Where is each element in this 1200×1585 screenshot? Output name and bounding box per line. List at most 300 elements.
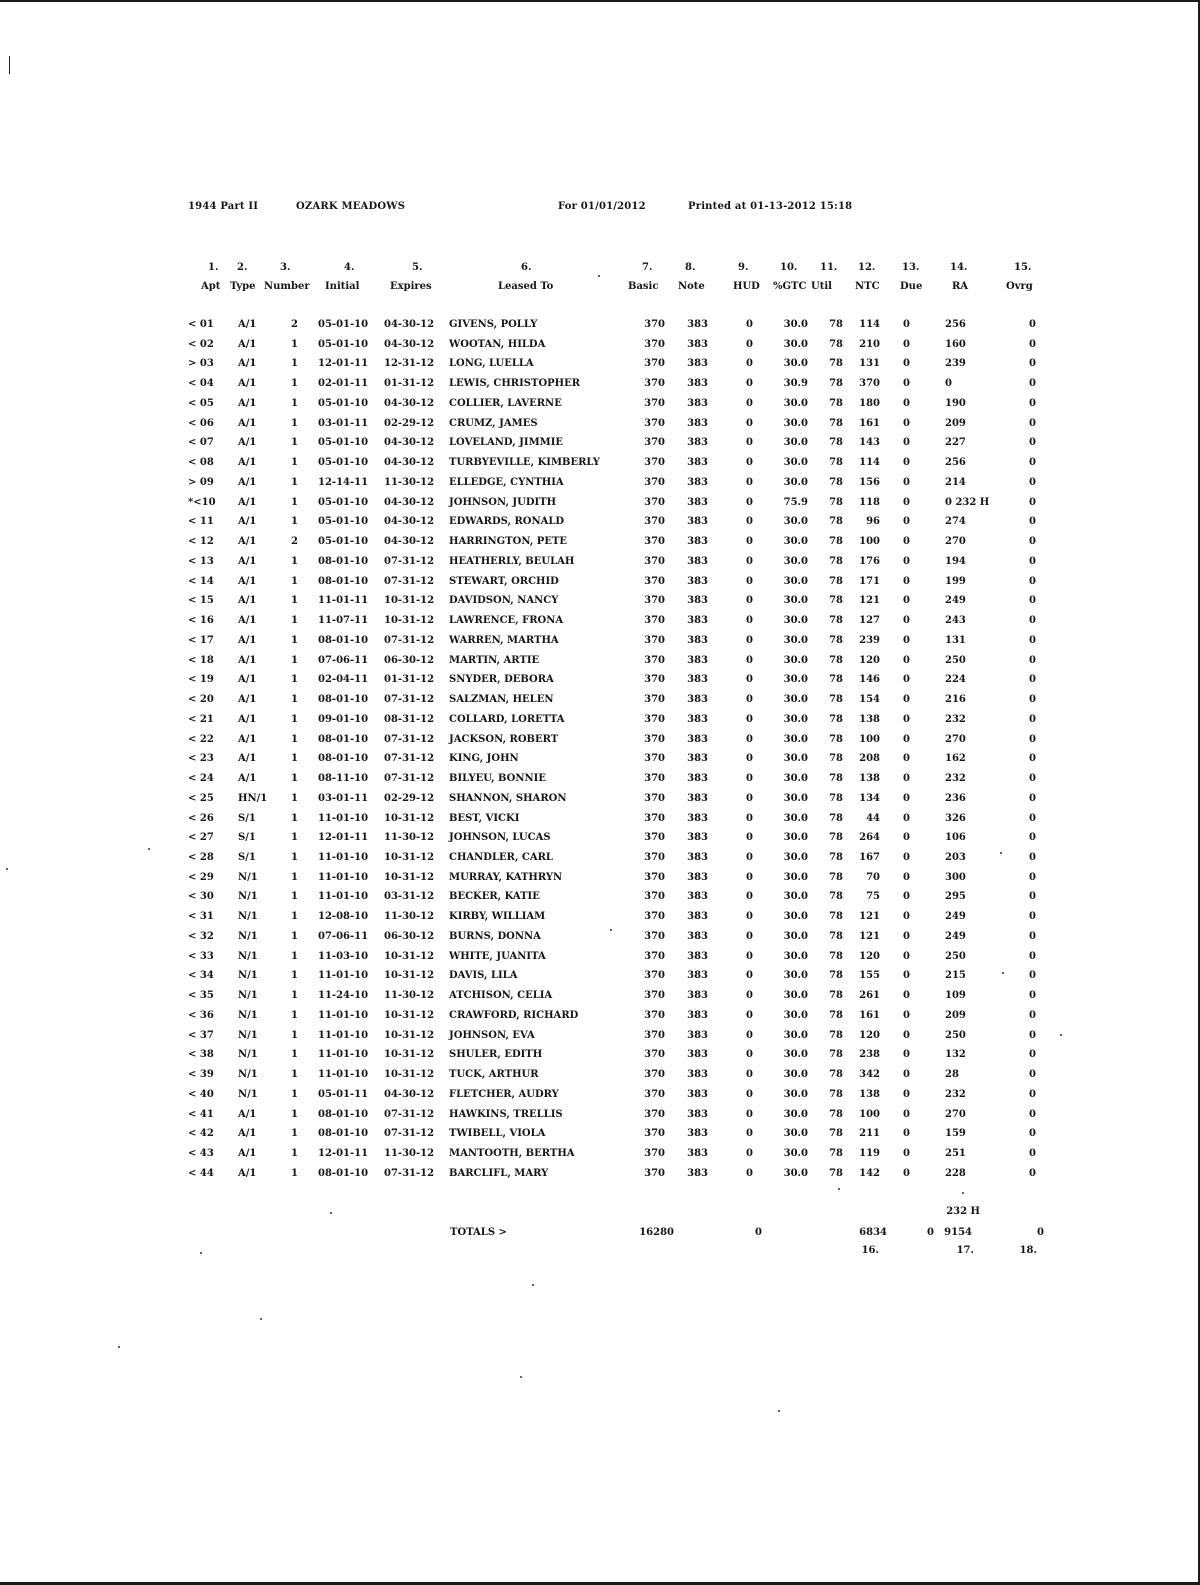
cell-initial: 05-01-10 xyxy=(318,536,369,548)
cell-note: 383 xyxy=(687,1069,708,1081)
column-header-12: NTC xyxy=(855,281,880,292)
cell-number: 1 xyxy=(291,496,298,508)
cell-tenant: TURBYEVILLE, KIMBERLY xyxy=(449,457,600,469)
cell-initial: 11-07-11 xyxy=(318,615,369,627)
column-header-13: Due xyxy=(900,281,923,292)
cell-util: 78 xyxy=(829,694,843,706)
cell-note: 383 xyxy=(687,733,708,745)
cell-tenant: BEST, VICKI xyxy=(449,812,520,824)
cell-ovrg: 0 xyxy=(1029,1049,1036,1061)
cell-number: 1 xyxy=(291,930,298,942)
cell-number: 1 xyxy=(291,1088,298,1100)
cell-initial: 08-01-10 xyxy=(318,733,369,745)
cell-number: 1 xyxy=(291,417,298,429)
cell-tenant: EDWARDS, RONALD xyxy=(449,516,565,528)
cell-initial: 05-01-10 xyxy=(318,516,369,528)
cell-util: 78 xyxy=(829,1049,843,1061)
cell-number: 1 xyxy=(291,1069,298,1081)
cell-ntc: 121 xyxy=(859,911,880,923)
cell-util: 78 xyxy=(829,1148,843,1160)
cell-ra: 232 xyxy=(945,1088,966,1100)
cell-initial: 11-01-11 xyxy=(318,595,369,607)
cell-ra: 270 xyxy=(945,733,966,745)
cell-expires: 04-30-12 xyxy=(384,437,435,449)
cell-due: 0 xyxy=(903,1128,910,1140)
cell-number: 1 xyxy=(291,634,298,646)
cell-hud: 0 xyxy=(746,773,753,785)
cell-expires: 11-30-12 xyxy=(384,476,435,488)
cell-due: 0 xyxy=(903,417,910,429)
cell-due: 0 xyxy=(903,1069,910,1081)
cell-gtc: 30.0 xyxy=(783,970,808,982)
cell-gtc: 30.0 xyxy=(783,457,808,469)
cell-apt: < 32 xyxy=(188,930,214,942)
cell-ra: 270 xyxy=(945,536,966,548)
cell-note: 383 xyxy=(687,358,708,370)
cell-basic: 370 xyxy=(644,1069,665,1081)
cell-hud: 0 xyxy=(746,1108,753,1120)
cell-util: 78 xyxy=(829,437,843,449)
property-name: OZARK MEADOWS xyxy=(296,201,406,212)
table-row xyxy=(0,990,1200,1010)
cell-note: 383 xyxy=(687,319,708,330)
cell-note: 383 xyxy=(687,674,708,686)
cell-apt: < 02 xyxy=(188,338,214,350)
cell-tenant: WHITE, JUANITA xyxy=(449,950,546,962)
cell-ovrg: 0 xyxy=(1029,417,1036,429)
cell-type: N/1 xyxy=(238,891,258,903)
cell-type: A/1 xyxy=(238,417,257,429)
cell-number: 1 xyxy=(291,595,298,607)
cell-due: 0 xyxy=(903,555,910,567)
table-row xyxy=(0,714,1200,734)
cell-ntc: 142 xyxy=(859,1167,880,1179)
cell-initial: 11-01-10 xyxy=(318,1049,369,1061)
cell-expires: 10-31-12 xyxy=(384,615,435,627)
cell-type: A/1 xyxy=(238,1148,257,1160)
cell-ra: 214 xyxy=(945,476,966,488)
cell-note: 383 xyxy=(687,713,708,725)
cell-ra: 28 xyxy=(945,1069,959,1081)
cell-util: 78 xyxy=(829,319,843,330)
scan-speck xyxy=(260,1318,262,1320)
table-row xyxy=(0,477,1200,497)
cell-hud: 0 xyxy=(746,713,753,725)
cell-basic: 370 xyxy=(644,1049,665,1061)
cell-due: 0 xyxy=(903,516,910,528)
cell-basic: 370 xyxy=(644,437,665,449)
cell-number: 1 xyxy=(291,773,298,785)
cell-hud: 0 xyxy=(746,832,753,844)
cell-type: N/1 xyxy=(238,871,258,883)
cell-tenant: SALZMAN, HELEN xyxy=(449,694,554,706)
cell-util: 78 xyxy=(829,753,843,765)
cell-initial: 05-01-11 xyxy=(318,1088,369,1100)
cell-gtc: 30.0 xyxy=(783,536,808,548)
cell-ovrg: 0 xyxy=(1029,555,1036,567)
column-header-8: Note xyxy=(678,281,705,292)
cell-expires: 10-31-12 xyxy=(384,970,435,982)
cell-hud: 0 xyxy=(746,694,753,706)
cell-type: A/1 xyxy=(238,773,257,785)
cell-type: N/1 xyxy=(238,990,258,1002)
cell-number: 2 xyxy=(291,536,298,548)
cell-gtc: 30.0 xyxy=(783,1029,808,1041)
cell-ra: 249 xyxy=(945,930,966,942)
cell-tenant: KING, JOHN xyxy=(449,753,519,765)
table-row xyxy=(0,773,1200,793)
cell-util: 78 xyxy=(829,1009,843,1021)
cell-apt: < 06 xyxy=(188,417,214,429)
cell-note: 383 xyxy=(687,792,708,804)
cell-initial: 11-01-10 xyxy=(318,851,369,863)
cell-basic: 370 xyxy=(644,397,665,409)
table-row xyxy=(0,852,1200,872)
cell-ovrg: 0 xyxy=(1029,930,1036,942)
cell-tenant: MARTIN, ARTIE xyxy=(449,654,540,666)
cell-ra: 224 xyxy=(945,674,966,686)
cell-ovrg: 0 xyxy=(1029,1167,1036,1179)
cell-due: 0 xyxy=(903,990,910,1002)
cell-ovrg: 0 xyxy=(1029,615,1036,627)
cell-expires: 07-31-12 xyxy=(384,575,435,587)
column-header-15: Ovrg xyxy=(1006,281,1033,292)
cell-tenant: BECKER, KATIE xyxy=(449,891,540,903)
cell-due: 0 xyxy=(903,792,910,804)
column-number-6: 6. xyxy=(521,262,532,273)
cell-apt: < 29 xyxy=(188,871,214,883)
cell-expires: 04-30-12 xyxy=(384,516,435,528)
cell-note: 383 xyxy=(687,555,708,567)
cell-apt: < 15 xyxy=(188,595,214,607)
cell-initial: 03-01-11 xyxy=(318,792,369,804)
cell-note: 383 xyxy=(687,753,708,765)
cell-ntc: 114 xyxy=(859,457,880,469)
cell-apt: < 33 xyxy=(188,950,214,962)
table-row xyxy=(0,556,1200,576)
cell-number: 1 xyxy=(291,970,298,982)
cell-ra: 243 xyxy=(945,615,966,627)
cell-ntc: 171 xyxy=(859,575,880,587)
cell-type: A/1 xyxy=(238,476,257,488)
cell-type: N/1 xyxy=(238,1009,258,1021)
cell-due: 0 xyxy=(903,358,910,370)
cell-util: 78 xyxy=(829,812,843,824)
cell-util: 78 xyxy=(829,930,843,942)
cell-gtc: 30.0 xyxy=(783,1088,808,1100)
cell-hud: 0 xyxy=(746,358,753,370)
cell-tenant: MURRAY, KATHRYN xyxy=(449,871,563,883)
cell-ra: 270 xyxy=(945,1108,966,1120)
cell-apt: < 40 xyxy=(188,1088,214,1100)
cell-ra: 250 xyxy=(945,950,966,962)
table-row xyxy=(0,1010,1200,1030)
cell-initial: 05-01-10 xyxy=(318,457,369,469)
cell-hud: 0 xyxy=(746,1167,753,1179)
cell-gtc: 30.0 xyxy=(783,930,808,942)
cell-ra: 256 xyxy=(945,457,966,469)
cell-gtc: 30.0 xyxy=(783,1049,808,1061)
cell-type: A/1 xyxy=(238,1128,257,1140)
column-header-3: Number xyxy=(264,281,310,292)
cell-ra: 109 xyxy=(945,990,966,1002)
cell-ovrg: 0 xyxy=(1029,397,1036,409)
cell-note: 383 xyxy=(687,1148,708,1160)
column-header-7: Basic xyxy=(628,281,659,292)
page-edge-top xyxy=(0,0,1200,2)
cell-ntc: 138 xyxy=(859,1088,880,1100)
cell-util: 78 xyxy=(829,1088,843,1100)
cell-note: 383 xyxy=(687,634,708,646)
cell-hud: 0 xyxy=(746,319,753,330)
cell-initial: 11-03-10 xyxy=(318,950,369,962)
cell-number: 1 xyxy=(291,694,298,706)
cell-expires: 12-31-12 xyxy=(384,358,435,370)
cell-apt: < 04 xyxy=(188,378,214,390)
cell-initial: 05-01-10 xyxy=(318,437,369,449)
cell-hud: 0 xyxy=(746,753,753,765)
cell-type: A/1 xyxy=(238,654,257,666)
cell-number: 1 xyxy=(291,1128,298,1140)
cell-basic: 370 xyxy=(644,1167,665,1179)
cell-expires: 07-31-12 xyxy=(384,753,435,765)
cell-expires: 07-31-12 xyxy=(384,555,435,567)
cell-ntc: 100 xyxy=(859,536,880,548)
cell-ntc: 131 xyxy=(859,358,880,370)
cell-apt: < 41 xyxy=(188,1108,214,1120)
cell-number: 1 xyxy=(291,950,298,962)
cell-ra: 274 xyxy=(945,516,966,528)
table-row xyxy=(0,891,1200,911)
cell-note: 383 xyxy=(687,595,708,607)
cell-initial: 08-01-10 xyxy=(318,555,369,567)
column-number-14: 14. xyxy=(950,262,968,273)
cell-note: 383 xyxy=(687,1009,708,1021)
cell-gtc: 30.0 xyxy=(783,397,808,409)
cell-ovrg: 0 xyxy=(1029,338,1036,350)
cell-ntc: 96 xyxy=(866,516,880,528)
cell-due: 0 xyxy=(903,753,910,765)
cell-apt: < 30 xyxy=(188,891,214,903)
cell-tenant: GIVENS, POLLY xyxy=(449,319,538,330)
cell-type: N/1 xyxy=(238,930,258,942)
table-row xyxy=(0,813,1200,833)
cell-hud: 0 xyxy=(746,595,753,607)
cell-basic: 370 xyxy=(644,536,665,548)
column-header-14: RA xyxy=(952,281,969,292)
cell-ovrg: 0 xyxy=(1029,674,1036,686)
cell-hud: 0 xyxy=(746,634,753,646)
cell-apt: < 05 xyxy=(188,397,214,409)
cell-basic: 370 xyxy=(644,1029,665,1041)
cell-expires: 07-31-12 xyxy=(384,733,435,745)
cell-expires: 10-31-12 xyxy=(384,1069,435,1081)
column-number-13: 13. xyxy=(902,262,920,273)
cell-note: 383 xyxy=(687,457,708,469)
cell-note: 383 xyxy=(687,1108,708,1120)
column-number-8: 8. xyxy=(685,262,696,273)
cell-util: 78 xyxy=(829,654,843,666)
cell-util: 78 xyxy=(829,674,843,686)
cell-util: 78 xyxy=(829,615,843,627)
cell-util: 78 xyxy=(829,397,843,409)
cell-note: 383 xyxy=(687,1029,708,1041)
cell-initial: 11-01-10 xyxy=(318,1009,369,1021)
cell-util: 78 xyxy=(829,950,843,962)
cell-ra: 215 xyxy=(945,970,966,982)
column-header-9: HUD xyxy=(733,281,760,292)
cell-ra: 0 xyxy=(945,378,952,390)
cell-type: S/1 xyxy=(238,851,256,863)
cell-util: 78 xyxy=(829,417,843,429)
cell-hud: 0 xyxy=(746,1049,753,1061)
cell-due: 0 xyxy=(903,654,910,666)
report-code: 1944 Part II xyxy=(188,201,259,212)
cell-ra: 236 xyxy=(945,792,966,804)
column-number-3: 3. xyxy=(280,262,291,273)
cell-ovrg: 0 xyxy=(1029,812,1036,824)
cell-due: 0 xyxy=(903,476,910,488)
cell-tenant: CRUMZ, JAMES xyxy=(449,417,538,429)
cell-ovrg: 0 xyxy=(1029,1108,1036,1120)
cell-ovrg: 0 xyxy=(1029,950,1036,962)
cell-tenant: BURNS, DONNA xyxy=(449,930,541,942)
scan-speck xyxy=(598,275,600,277)
cell-ntc: 120 xyxy=(859,654,880,666)
cell-ntc: 211 xyxy=(859,1128,880,1140)
cell-tenant: CRAWFORD, RICHARD xyxy=(449,1009,579,1021)
cell-ntc: 100 xyxy=(859,733,880,745)
cell-ovrg: 0 xyxy=(1029,970,1036,982)
table-row xyxy=(0,753,1200,773)
cell-ovrg: 0 xyxy=(1029,1069,1036,1081)
cell-basic: 370 xyxy=(644,634,665,646)
cell-tenant: SNYDER, DEBORA xyxy=(449,674,554,686)
cell-type: A/1 xyxy=(238,595,257,607)
footnote-16: 16. xyxy=(861,1245,879,1256)
table-row xyxy=(0,655,1200,675)
cell-due: 0 xyxy=(903,378,910,390)
cell-ra: 160 xyxy=(945,338,966,350)
cell-initial: 08-01-10 xyxy=(318,634,369,646)
cell-expires: 07-31-12 xyxy=(384,694,435,706)
cell-initial: 08-01-10 xyxy=(318,1167,369,1179)
cell-expires: 07-31-12 xyxy=(384,1108,435,1120)
cell-ovrg: 0 xyxy=(1029,733,1036,745)
footnote-18: 18. xyxy=(1019,1245,1037,1256)
cell-ntc: 138 xyxy=(859,713,880,725)
table-row xyxy=(0,576,1200,596)
cell-due: 0 xyxy=(903,437,910,449)
table-row xyxy=(0,378,1200,398)
cell-number: 1 xyxy=(291,457,298,469)
cell-hud: 0 xyxy=(746,970,753,982)
column-number-7: 7. xyxy=(642,262,653,273)
cell-number: 1 xyxy=(291,753,298,765)
table-row xyxy=(0,615,1200,635)
column-number-11: 11. xyxy=(820,262,838,273)
cell-util: 78 xyxy=(829,733,843,745)
cell-number: 1 xyxy=(291,871,298,883)
cell-apt: < 24 xyxy=(188,773,214,785)
cell-ntc: 156 xyxy=(859,476,880,488)
cell-util: 78 xyxy=(829,891,843,903)
cell-gtc: 30.0 xyxy=(783,555,808,567)
cell-ra: 256 xyxy=(945,319,966,330)
cell-basic: 370 xyxy=(644,990,665,1002)
cell-note: 383 xyxy=(687,378,708,390)
cell-basic: 370 xyxy=(644,891,665,903)
cell-gtc: 30.0 xyxy=(783,674,808,686)
cell-basic: 370 xyxy=(644,1128,665,1140)
cell-util: 78 xyxy=(829,990,843,1002)
cell-due: 0 xyxy=(903,1009,910,1021)
table-row xyxy=(0,595,1200,615)
cell-hud: 0 xyxy=(746,792,753,804)
cell-initial: 12-01-11 xyxy=(318,832,369,844)
cell-type: A/1 xyxy=(238,674,257,686)
cell-number: 1 xyxy=(291,1148,298,1160)
cell-util: 78 xyxy=(829,911,843,923)
cell-expires: 10-31-12 xyxy=(384,950,435,962)
column-header-5: Expires xyxy=(390,281,432,292)
cell-ntc: 370 xyxy=(859,378,880,390)
cell-gtc: 30.0 xyxy=(783,1108,808,1120)
cell-gtc: 30.0 xyxy=(783,476,808,488)
cell-number: 1 xyxy=(291,555,298,567)
cell-ra: 106 xyxy=(945,832,966,844)
cell-tenant: LAWRENCE, FRONA xyxy=(449,615,564,627)
cell-apt: < 34 xyxy=(188,970,214,982)
cell-expires: 07-31-12 xyxy=(384,1167,435,1179)
cell-basic: 370 xyxy=(644,1108,665,1120)
cell-gtc: 30.0 xyxy=(783,575,808,587)
cell-expires: 04-30-12 xyxy=(384,319,435,330)
cell-util: 78 xyxy=(829,338,843,350)
cell-gtc: 30.0 xyxy=(783,694,808,706)
cell-hud: 0 xyxy=(746,1009,753,1021)
cell-basic: 370 xyxy=(644,950,665,962)
cell-gtc: 30.0 xyxy=(783,753,808,765)
column-header-11: Util xyxy=(811,281,832,292)
cell-basic: 370 xyxy=(644,615,665,627)
cell-ovrg: 0 xyxy=(1029,1148,1036,1160)
cell-util: 78 xyxy=(829,1167,843,1179)
cell-ra: 239 xyxy=(945,358,966,370)
cell-ntc: 138 xyxy=(859,773,880,785)
table-row xyxy=(0,674,1200,694)
cell-ra: 190 xyxy=(945,397,966,409)
cell-expires: 11-30-12 xyxy=(384,990,435,1002)
totals-hud: 0 xyxy=(755,1227,762,1238)
cell-expires: 02-29-12 xyxy=(384,792,435,804)
cell-note: 383 xyxy=(687,496,708,508)
cell-ntc: 75 xyxy=(866,891,880,903)
cell-initial: 11-01-10 xyxy=(318,1069,369,1081)
cell-gtc: 30.0 xyxy=(783,417,808,429)
cell-number: 1 xyxy=(291,812,298,824)
cell-type: A/1 xyxy=(238,496,257,508)
table-row xyxy=(0,339,1200,359)
cell-number: 1 xyxy=(291,1029,298,1041)
table-row xyxy=(0,1109,1200,1129)
column-number-12: 12. xyxy=(858,262,876,273)
cell-apt: < 17 xyxy=(188,634,214,646)
cell-ovrg: 0 xyxy=(1029,457,1036,469)
cell-ntc: 114 xyxy=(859,319,880,330)
table-row xyxy=(0,694,1200,714)
cell-apt: < 20 xyxy=(188,694,214,706)
